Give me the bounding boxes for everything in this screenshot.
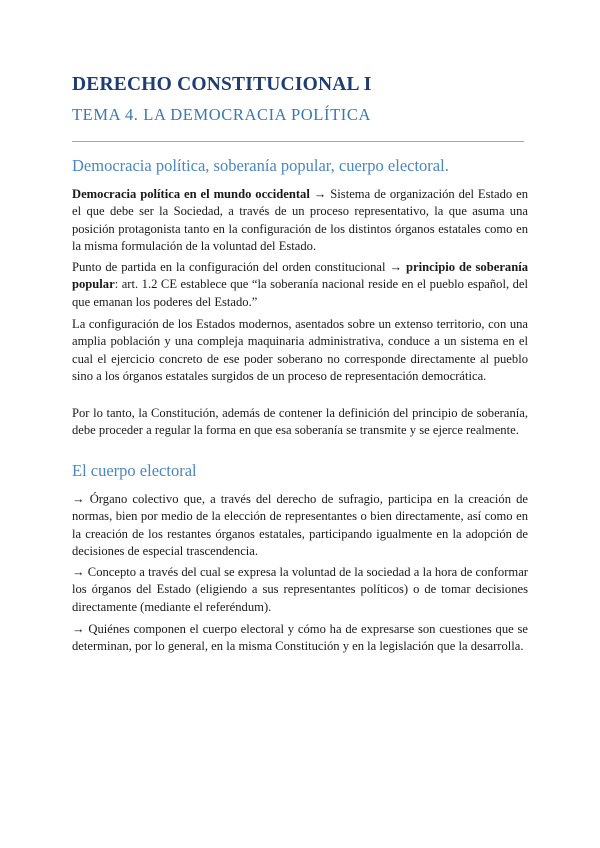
document-subtitle: TEMA 4. LA DEMOCRACIA POLÍTICA (72, 105, 371, 124)
paragraph-text: : art. 1.2 CE establece que “la soberanía nacional reside en el pueblo español, del que emanan los poderes del Estado.” (72, 277, 528, 309)
paragraph-democracia-definicion (72, 186, 528, 255)
paragraph-text: Por lo tanto, la Constitución, además de contener la definición del principio de soberanía, debe proceder a regular la forma en que esa soberanía se transmite y se ejerce realmente. (72, 406, 528, 438)
paragraph-concepto (72, 564, 528, 616)
paragraph-organo-colectivo (72, 491, 528, 560)
paragraph-estados-modernos (72, 316, 528, 385)
section-heading-democracia: Democracia política, soberanía popular, cuerpo electoral. (72, 156, 449, 175)
paragraph-text: → Sistema de organización del Estado en el que debe ser la Sociedad, a través de un proceso representativo, la que asuma una posición protagonista tanto en la configuración de los distintos órganos estatales como en la misma formulación de la voluntad del Estado. (72, 187, 528, 253)
term-democracia-politica: Democracia política en el mundo occidental (72, 187, 310, 201)
paragraph-text: → Concepto a través del cual se expresa la voluntad de la sociedad a la hora de conformar los órganos del Estado (eligiendo a sus representantes políticos) o de tomar decisiones directamente (mediante el referéndum). (72, 565, 528, 614)
header-divider (72, 141, 524, 142)
paragraph-text: Punto de partida en la configuración del orden constitucional → (72, 260, 407, 274)
paragraph-soberania-popular (72, 259, 528, 311)
paragraph-text: → Quiénes componen el cuerpo electoral y cómo ha de expresarse son cuestiones que se determinan, por lo general, en la misma Constitución y en la legislación que la desarrolla. (72, 622, 528, 654)
paragraph-constitucion (72, 405, 528, 440)
document-title: DERECHO CONSTITUCIONAL I (72, 74, 372, 95)
paragraph-composicion (72, 621, 528, 656)
paragraph-text: → Órgano colectivo que, a través del derecho de sufragio, participa en la creación de normas, bien por medio de la elección de representantes o bien directamente, así como en la creación de los restantes órganos estatales, participando igualmente en la adopción de decisiones de especial trascendencia. (72, 492, 528, 558)
paragraph-text: La configuración de los Estados modernos, asentados sobre un extenso territorio, con una amplia población y una compleja maquinaria administrativa, conduce a un sistema en el cual el ejercicio concreto de ese poder soberano no corresponde directamente al pueblo sino a los órganos estatales surgidos de un proceso de representación democrática. (72, 317, 528, 383)
term-soberania-popular: principio de soberanía popular (72, 260, 528, 292)
section-heading-cuerpo-electoral: El cuerpo electoral (72, 461, 197, 480)
